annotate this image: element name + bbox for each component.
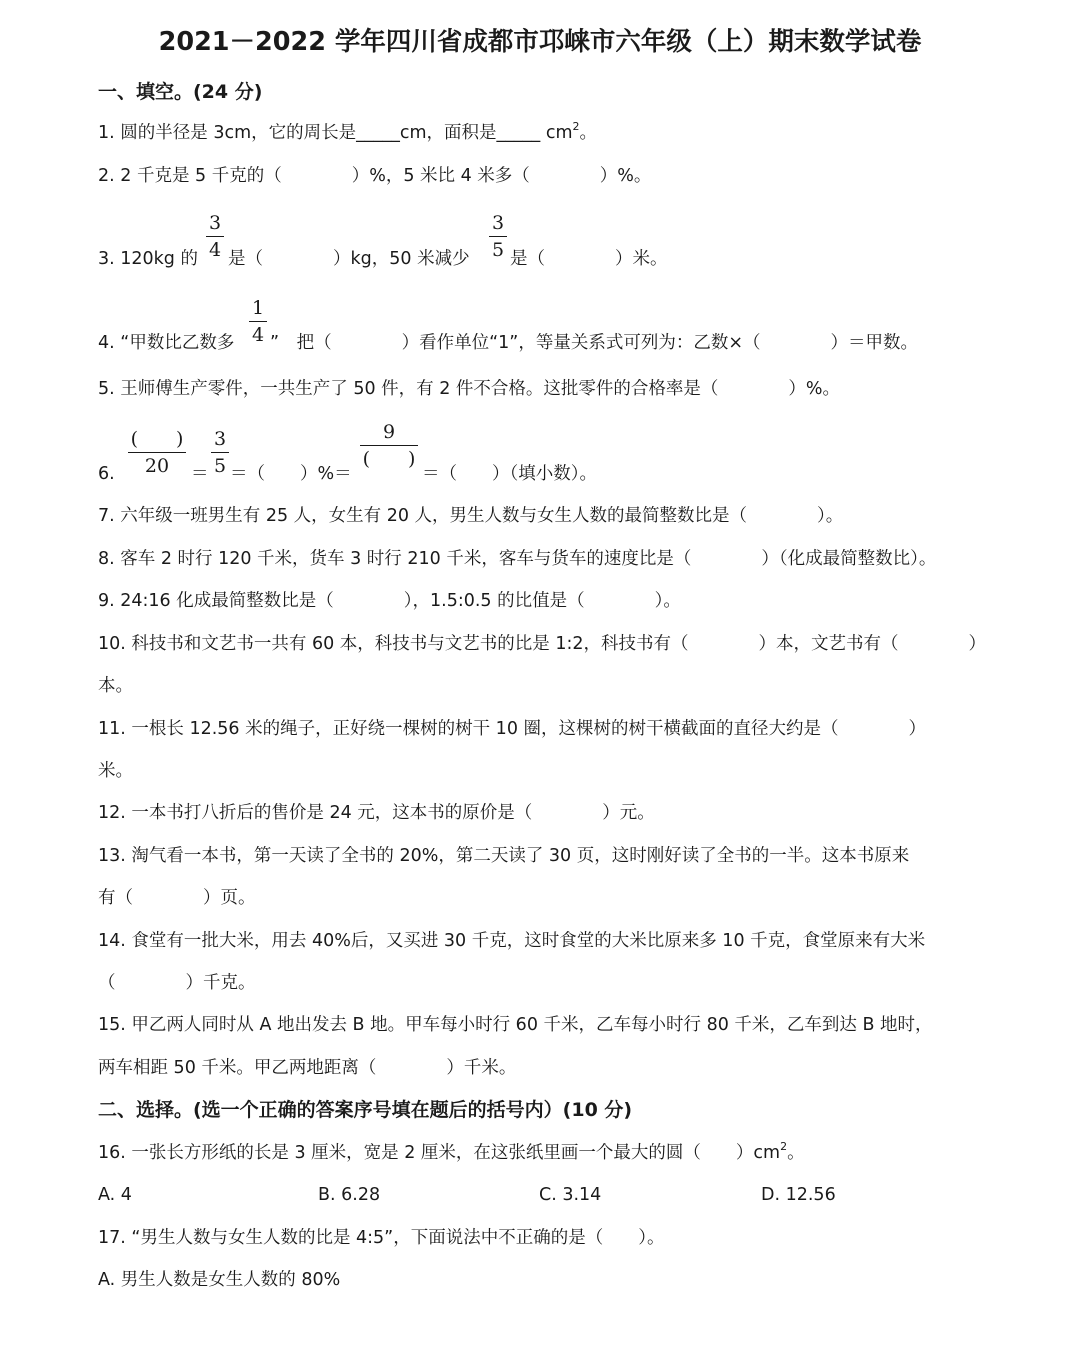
question-9: 9. 24:16 化成最简整数比是（ ），1.5:0.5 的比值是（ ）。	[98, 591, 681, 611]
fraction-bar	[128, 452, 186, 453]
q3-f1-numerator: 3	[208, 212, 222, 234]
fraction-bar	[489, 236, 507, 237]
question-15-line-2: 两车相距 50 千米。甲乙两地距离（ ）千米。	[98, 1058, 517, 1078]
question-13-line-2: 有（ ）页。	[98, 888, 256, 908]
question-13-line-1: 13. 淘气看一本书，第一天读了全书的 20%，第二天读了 30 页，这时刚好读了全书的一半。这本书原来	[98, 846, 910, 866]
question-10-line-1: 10. 科技书和文艺书一共有 60 本，科技书与文艺书的比是 1:2，科技书有（ ）本，文艺书有（ ）	[98, 634, 987, 654]
question-15-line-1: 15. 甲乙两人同时从 A 地出发去 B 地。甲车每小时行 60 千米，乙车每小时行 80 千米，乙车到达 B 地时，	[98, 1015, 933, 1035]
q4-fraction	[249, 297, 267, 346]
q16-option-b: B. 6.28	[318, 1185, 381, 1205]
q6-f3-numerator: 9	[382, 421, 396, 443]
fraction-bar	[206, 236, 224, 237]
q1-superscript: 2	[572, 120, 580, 133]
q16-superscript: 2	[780, 1140, 788, 1153]
q6-fraction-3	[360, 421, 418, 470]
q17-option-a: A. 男生人数是女生人数的 80%	[98, 1270, 341, 1290]
q16-option-d: D. 12.56	[761, 1185, 836, 1205]
section-choice-heading: 二、选择。(选一个正确的答案序号填在题后的括号内）(10 分)	[98, 1099, 633, 1121]
question-14-line-2: （ ）千克。	[98, 973, 256, 993]
fraction-bar	[249, 321, 267, 322]
question-11-line-1: 11. 一根长 12.56 米的绳子，正好绕一棵树的树干 10 圈，这棵树的树干横截面的直径大约是（ ）	[98, 719, 927, 739]
question-2: 2. 2 千克是 5 千克的（ ）%，5 米比 4 米多（ ）%。	[98, 166, 652, 186]
q3-fraction-2	[489, 212, 507, 261]
q6-label: 6.	[98, 464, 115, 484]
question-5: 5. 王师傅生产零件，一共生产了 50 件，有 2 件不合格。这批零件的合格率是（ ）%。	[98, 379, 841, 399]
fraction-bar	[360, 445, 418, 446]
page-title: 2021－2022 学年四川省成都市邛崃市六年级（上）期末数学试卷	[158, 27, 922, 57]
q3-f2-denominator: 5	[491, 239, 505, 261]
q6-part-c: ＝（ ）（填小数）。	[422, 464, 597, 484]
q3-f2-numerator: 3	[491, 212, 505, 234]
q4-part-a: 4. “甲数比乙数多	[98, 333, 235, 353]
question-10-line-2: 本。	[98, 676, 133, 696]
q16-end: 。	[787, 1143, 805, 1163]
fraction-bar	[211, 452, 229, 453]
q4-numerator: 1	[251, 297, 265, 319]
question-14-line-1: 14. 食堂有一批大米，用去 40%后，又买进 30 千克，这时食堂的大米比原来多 10 千克，食堂原来有大米	[98, 931, 926, 951]
question-11-line-2: 米。	[98, 761, 133, 781]
q6-f2-numerator: 3	[213, 428, 227, 450]
question-8: 8. 客车 2 时行 120 千米，货车 3 时行 210 千米，客车与货车的速度比是（ ）（化成最简整数比）。	[98, 549, 937, 569]
q3-part-c: 是（ ）米。	[510, 249, 668, 269]
q1-text: 1. 圆的半径是 3cm，它的周长是_____cm，面积是_____ cm	[98, 123, 573, 143]
q6-equals: ＝	[191, 464, 209, 484]
q6-fraction-2	[211, 428, 229, 477]
q4-denominator: 4	[251, 324, 265, 346]
q16-option-a: A. 4	[98, 1185, 132, 1205]
section-fill-blank-heading: 一、填空。(24 分)	[98, 81, 263, 103]
q6-part-b: ＝（ ）%＝	[230, 464, 352, 484]
q3-part-b: 是（ ）kg，50 米减少	[228, 249, 470, 269]
question-7: 7. 六年级一班男生有 25 人，女生有 20 人，男生人数与女生人数的最简整数比是（ ）。	[98, 506, 844, 526]
question-12: 12. 一本书打八折后的售价是 24 元，这本书的原价是（ ）元。	[98, 803, 655, 823]
q4-part-b: ” 把（ ）看作单位“1”，等量关系式可列为：乙数×（ ）＝甲数。	[270, 333, 918, 353]
q6-f2-denominator: 5	[213, 455, 227, 477]
q3-part-a: 3. 120kg 的	[98, 249, 198, 269]
question-16	[98, 1141, 805, 1165]
q1-end: 。	[579, 123, 598, 143]
q16-text: 16. 一张长方形纸的长是 3 厘米，宽是 2 厘米，在这张纸里画一个最大的圆（ ）cm	[98, 1143, 781, 1163]
q6-f3-denominator: ( )	[362, 448, 416, 470]
question-17: 17. “男生人数与女生人数的比是 4:5”，下面说法中不正确的是（ ）。	[98, 1228, 665, 1248]
q3-fraction-1	[206, 212, 224, 261]
q6-fraction-1	[128, 428, 186, 477]
q3-f1-denominator: 4	[208, 239, 222, 261]
q16-option-c: C. 3.14	[539, 1185, 602, 1205]
q6-f1-denominator: 20	[144, 455, 170, 477]
q6-f1-numerator: ( )	[130, 428, 184, 450]
question-1	[98, 121, 597, 145]
